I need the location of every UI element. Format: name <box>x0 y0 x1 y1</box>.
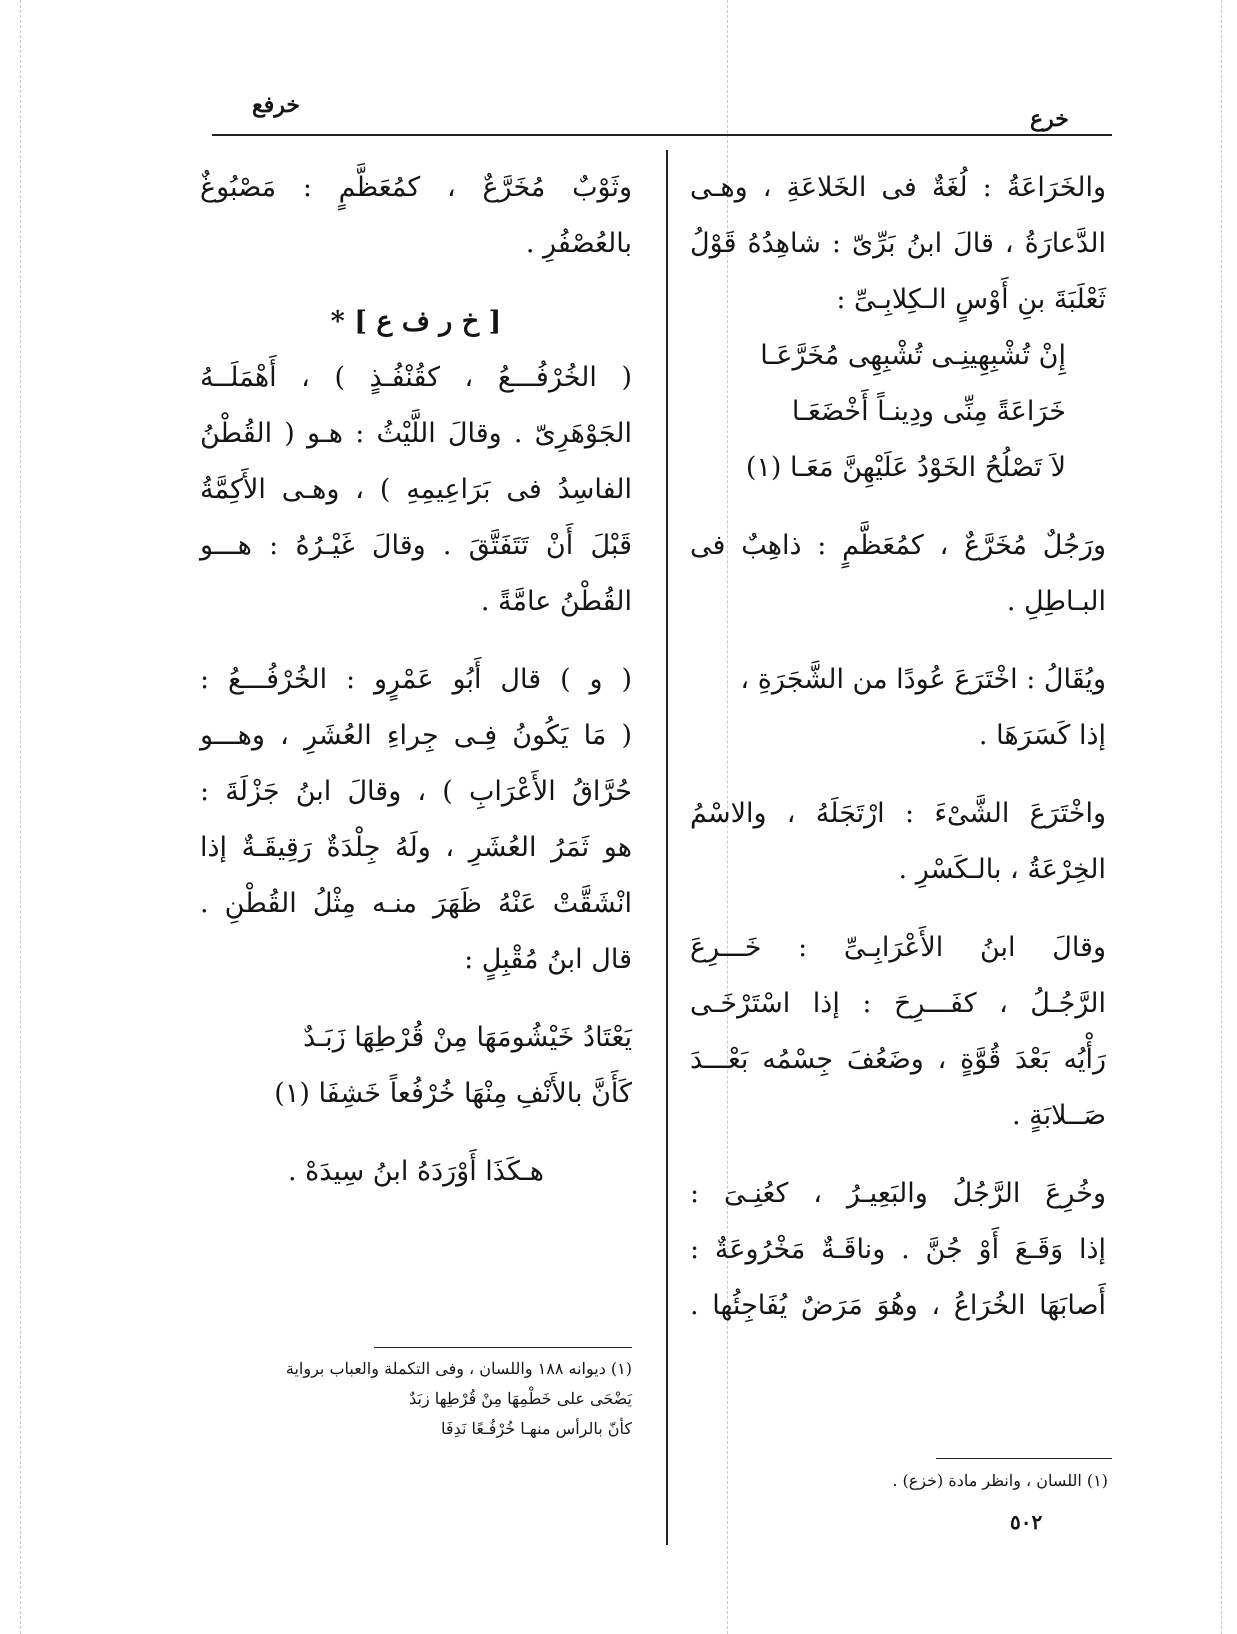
text-line: ثَعْلَبَةَ بنِ أَوْسٍ الـكِلابِـىِّ : <box>836 284 1106 315</box>
footnote-line: يَضْحَى على خَطْمِهَا مِنْ قُرْطِها زبَدٌ <box>409 1389 632 1408</box>
text-line: ( و ) قال أَبُو عَمْرٍو : الخُرْفُـــعُ : <box>200 664 632 695</box>
text-line: هـكَذَا أَوْرَدَهُ ابنُ سِيدَهْ . <box>287 1156 545 1187</box>
verse-line: كَأَنَّ بالأَنْفِ مِنْهَا خُرْفُعاً خَشِفَا (١) <box>274 1078 632 1109</box>
running-head-left: خرفع <box>252 92 300 118</box>
footnotes-left <box>160 1354 632 1444</box>
footnote-rule-right <box>936 1458 1112 1459</box>
text-line: حُرَّاقُ الأَعْرَابِ ) ، وقالَ ابنُ جَزْلَةَ : <box>200 776 632 807</box>
text-line: واخْتَرَعَ الشَّىْءَ : ارْتَجَلَهُ ، والاسْمُ <box>690 798 1106 829</box>
text-line: الدَّعارَةُ ، قالَ ابنُ بَرِّىّ : شاهِدُهُ قَوْلُ <box>690 228 1106 259</box>
scan-edge-line-right <box>1221 0 1222 1634</box>
verse-line: إِنْ تُشْبِهِينِـى تُشْبِهِى مُخَرَّعَـا <box>760 340 1066 371</box>
text-line: ورَجُلٌ مُخَرَّعٌ ، كمُعَظَّمٍ : ذاهِبٌ فى <box>690 530 1106 561</box>
footnote-line: (١) ديوانه ١٨٨ واللسان ، وفى التكملة والعباب برواية <box>285 1359 632 1378</box>
text-line: الخِرْعَةُ ، بالـكَسْرِ . <box>898 854 1106 885</box>
verse-line: لاَ تَصْلُحُ الخَوْدُ عَلَيْهِنَّ مَعَـا (١) <box>745 452 1066 483</box>
text-line: والخَرَاعَةُ : لُغَةٌ فى الخَلاعَةِ ، وهـى <box>690 172 1106 203</box>
entry-heading: [ خ ر ف ع ] * <box>330 306 502 337</box>
running-head-right: خرع <box>1030 106 1069 132</box>
left-column <box>200 160 632 1200</box>
text-line: بالعُصْفُرِ . <box>525 228 632 259</box>
scan-edge-line <box>20 0 21 1634</box>
verse-line: يَعْتَادُ خَيْشُومَهَا مِنْ قُرْطِهَا زَبَـدٌ <box>303 1022 632 1053</box>
text-line: قَبْلَ أَنْ تَتَفَتَّقَ . وقالَ غَيْـرُهُ : هـــو <box>200 530 632 561</box>
header-rule <box>212 134 1112 136</box>
text-line: صَــلابَةٍ . <box>1011 1100 1106 1131</box>
text-line: رَأْيُه بَعْدَ قُوَّةٍ ، وضَعُفَ جِسْمُه بَعْـــدَ <box>690 1044 1106 1075</box>
text-line: الرَّجُـلُ ، كفَـــرِحَ : إذا اسْتَرْخَـى <box>690 988 1106 1019</box>
text-line: البـاطِلِ . <box>1006 586 1106 617</box>
text-line: إذا وَقَـعَ أَوْ جُنَّ . وناقَـةٌ مَخْرُوعَةٌ : <box>690 1234 1106 1265</box>
text-line: إذا كَسَرَهَا . <box>978 720 1106 751</box>
text-line: القُطْنُ عامَّةً . <box>480 586 632 617</box>
text-line: وقالَ ابنُ الأَعْرَابِـىِّ : خَـــرِعَ <box>690 932 1106 963</box>
text-line: هو ثَمَرُ العُشَرِ ، ولَهُ جِلْدَةٌ رَقِيقَـةٌ إذا <box>200 832 632 863</box>
text-line: ويُقَالُ : اخْتَرَعَ عُودًا من الشَّجَرَةِ ، <box>740 664 1106 695</box>
footnote-line: كأنّ بالرأس منهـا خُرْفُـعًا نَدِفَا <box>441 1419 632 1438</box>
footnotes-right <box>720 1466 1108 1496</box>
page-number: ٥٠٢ <box>1010 1510 1043 1534</box>
text-line: أَصابَهَا الخُرَاعُ ، وهُوَ مَرَضٌ يُفَاجِئُها . <box>690 1290 1106 1321</box>
right-column <box>690 160 1106 1334</box>
footnote-line: (١) اللسان ، وانظر مادة (خزع) . <box>892 1471 1108 1490</box>
column-divider <box>666 150 668 1545</box>
text-line: ( الخُرْفُـــعُ ، كقُنْفُـذٍ ) ، أَهْمَلَــهُ <box>200 362 632 393</box>
footnote-rule-left <box>374 1347 632 1348</box>
text-line: انْشَقَّتْ عَنْهُ ظَهَرَ منـه مِثْلُ القُطْنِ . <box>200 888 632 919</box>
text-line: الفاسِدُ فى بَرَاعِيمِهِ ) ، وهـى الأَكِمَّةُ <box>200 474 632 505</box>
text-line: قال ابنُ مُقْبِلٍ : <box>464 944 632 975</box>
text-line: وثَوْبٌ مُخَرَّعٌ ، كمُعَظَّمٍ : مَصْبُوغٌ <box>200 172 632 203</box>
verse-line: خَرَاعَةً مِنِّى ودِينـاً أَخْضَعَـا <box>791 396 1066 427</box>
text-line: ( مَا يَكُونُ فِـى جِراءِ العُشَرِ ، وهـــو <box>200 720 632 751</box>
text-line: وخُرِعَ الرَّجُلُ والبَعِيـرُ ، كعُنِـىَ : <box>690 1178 1106 1209</box>
text-line: الجَوْهَرِىّ . وقالَ اللَّيْثُ : هـو ( القُطْنُ <box>200 418 632 449</box>
